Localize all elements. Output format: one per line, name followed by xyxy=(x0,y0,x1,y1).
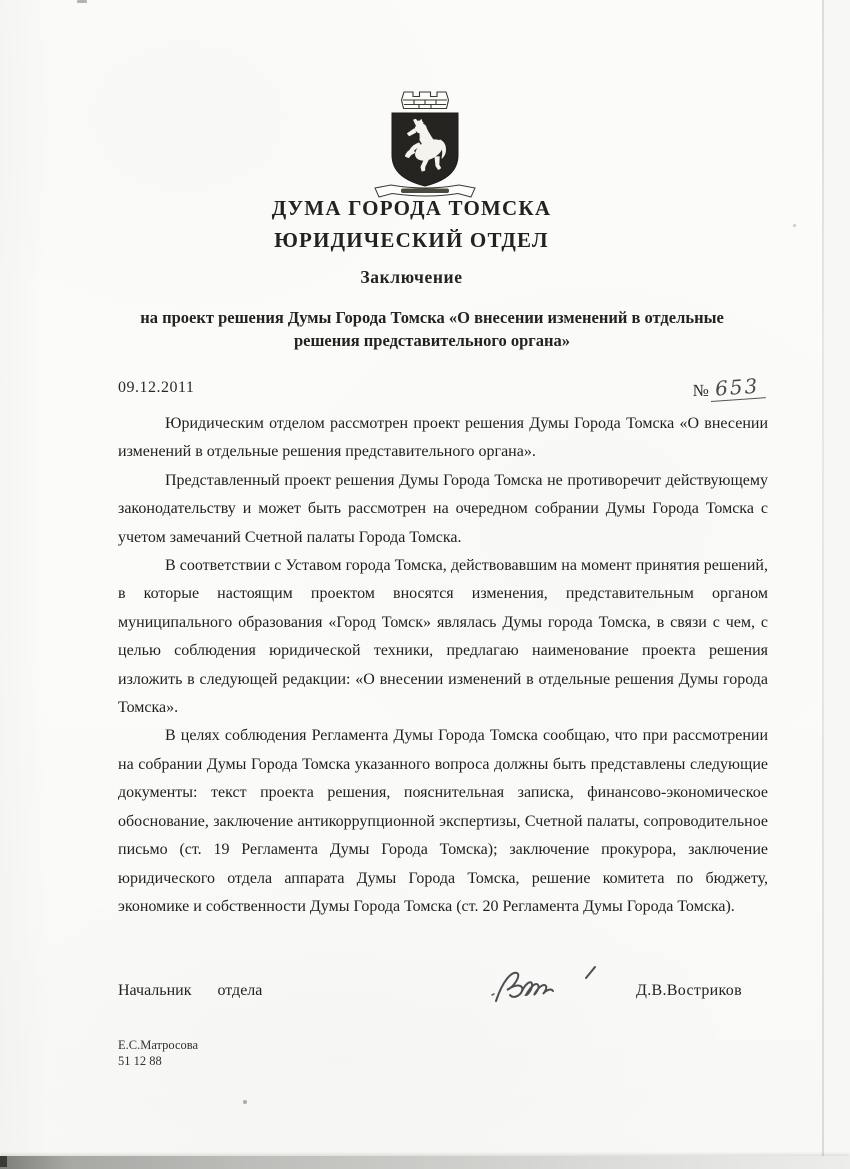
org-name-line: ДУМА ГОРОДА ТОМСКА xyxy=(271,196,552,220)
paragraph: Представленный проект решения Думы Города Томска не противоречит действующему законодательству и может быть рассмотрен на очередном собрании Думы Города Томска с учетом замечаний Счетной палаты Города Томска. xyxy=(118,471,768,546)
document-date: 09.12.2011 xyxy=(118,379,195,396)
executor-phone: 51 12 88 xyxy=(118,1054,162,1068)
handwritten-signature xyxy=(490,964,610,1014)
paper-fold-line xyxy=(822,0,824,1156)
scan-edge-notch xyxy=(0,1156,7,1167)
dust-speck xyxy=(243,1100,247,1104)
tomsk-coat-of-arms-icon xyxy=(371,88,479,200)
number-sign: № xyxy=(692,381,709,400)
date-number-row xyxy=(118,373,768,403)
scan-top-artifact xyxy=(77,0,87,3)
signature-block xyxy=(118,976,768,1022)
executor-footer xyxy=(118,1037,198,1069)
document-body xyxy=(118,410,768,921)
paragraph: В целях соблюдения Регламента Думы Города Томска сообщаю, что при рассмотрении на собрании Думы Города Томска указанного вопроса должны быть представлены следующие документы: текст проекта решения, пояснительная записка, финансово-экономическое обоснование, заключение антикоррупционной экспертизы, Счетной палаты, сопроводительное письмо (ст. 19 Регламента Думы Города Томска); заключение прокурора, заключение юридического отдела аппарата Думы Города Томска, решение комитета по бюджету, экономике и собственности Думы Города Томска (ст. 20 Регламента Думы Города Томска). xyxy=(118,727,768,915)
document-title: на проект решения Думы Города Томска «О внесении изменений в отдельные решения представительного органа» xyxy=(140,308,724,350)
paragraph: Юридическим отделом рассмотрен проект решения Думы Города Томска «О внесении изменений в отдельные решения представительного органа». xyxy=(118,415,768,461)
executor-name: Е.С.Матросова xyxy=(118,1038,199,1052)
mural-crown xyxy=(402,92,449,109)
scanner-bed-edge xyxy=(824,0,850,1156)
handwritten-number: 653 xyxy=(709,373,766,402)
signer-position: Начальник отдела xyxy=(118,982,263,999)
dust-speck xyxy=(793,224,796,227)
document-type-heading: Заключение xyxy=(360,267,463,287)
department-name-line: ЮРИДИЧЕСКИЙ ОТДЕЛ xyxy=(274,228,549,252)
scan-bottom-shadow xyxy=(0,1156,850,1169)
signer-name: Д.В.Востриков xyxy=(636,982,742,999)
paragraph: В соответствии с Уставом города Томска, действовавшим на момент принятия решений, в которые настоящим проектом вносятся изменения, представительным органом муниципального образования «Город Томск» являлась Думы города Томска, в связи с чем, с целью соблюдения юридической техники, предлагаю наименование проекта решения изложить в следующей редакции: «О внесении изменений в отдельные решения Думы города Томска». xyxy=(118,557,768,717)
document-number xyxy=(692,373,766,402)
